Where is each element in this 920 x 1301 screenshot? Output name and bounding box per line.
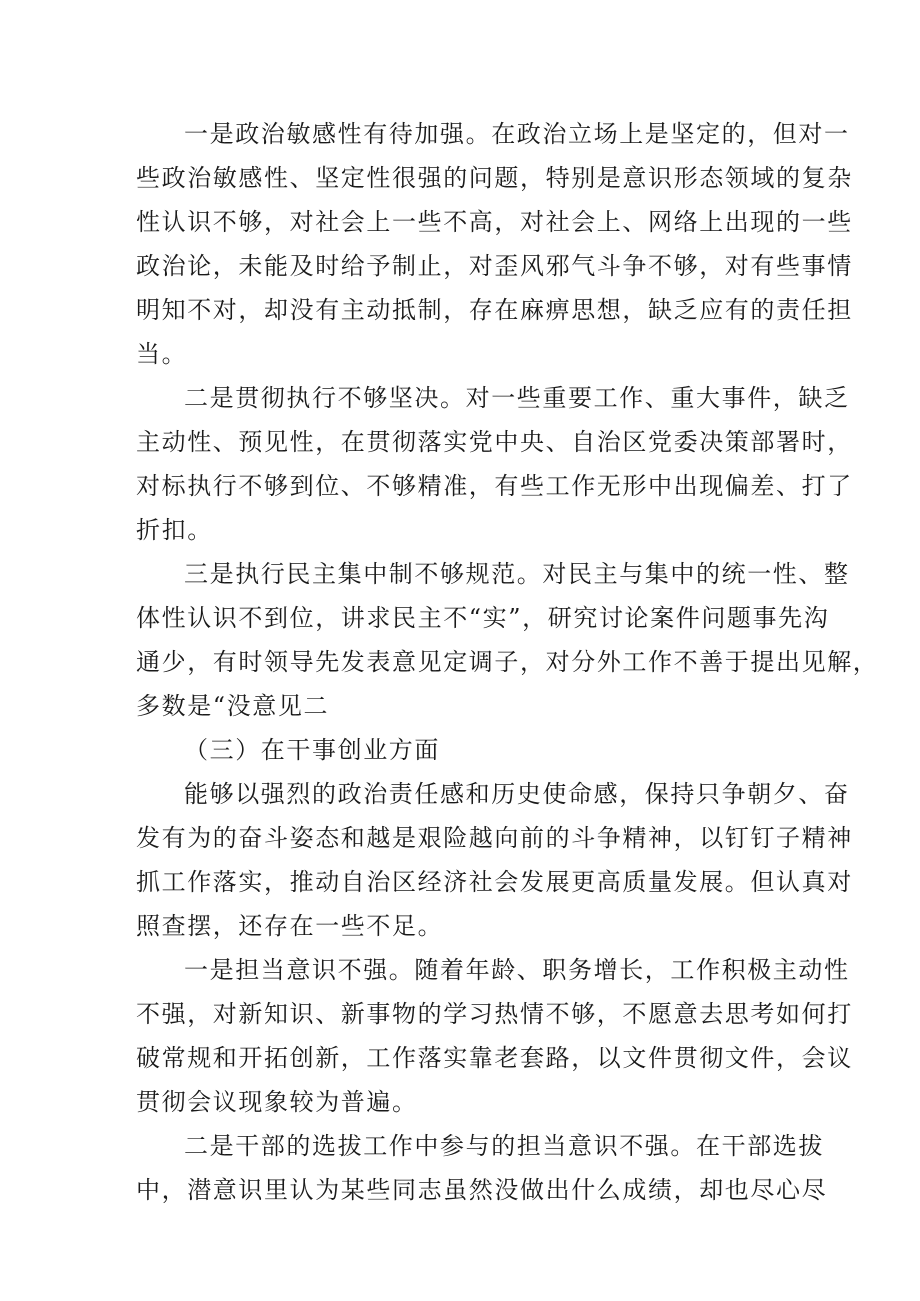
text-line: 些政治敏感性、坚定性很强的问题，特别是意识形态领域的复杂	[136, 164, 853, 192]
paragraph-democratic-centralism	[136, 552, 879, 728]
text-line: 体性认识不到位，讲求民主不“实”，研究讨论案件问题事先沟	[136, 604, 830, 632]
paragraph-political-sensitivity	[136, 112, 853, 376]
paragraph-cadre-selection	[136, 1124, 828, 1212]
text-line: 破常规和开拓创新，工作落实靠老套路，以文件贯彻文件，会议	[136, 1044, 853, 1072]
paragraph-responsibility	[136, 948, 853, 1124]
text-line: 折扣。	[136, 516, 213, 544]
text-line: 当。	[136, 340, 188, 368]
heading-line: （三）在干事创业方面	[184, 736, 440, 764]
text-line: 一是担当意识不强。随着年龄、职务增长，工作积极主动性	[184, 956, 850, 984]
text-line: 性认识不够，对社会上一些不高，对社会上、网络上出现的一些	[136, 208, 853, 236]
text-line: 主动性、预见性，在贯彻落实党中央、自治区党委决策部署时，	[136, 428, 853, 456]
text-line: 照查摆，还存在一些不足。	[136, 912, 444, 940]
text-line: 发有为的奋斗姿态和越是艰险越向前的斗争精神，以钉钉子精神	[136, 824, 853, 852]
text-line: 对标执行不够到位、不够精准，有些工作无形中出现偏差、打了	[136, 472, 853, 500]
text-line: 贯彻会议现象较为普遍。	[136, 1088, 418, 1116]
text-line: 明知不对，却没有主动抵制，存在麻痹思想，缺乏应有的责任担	[136, 296, 853, 324]
text-line: 中，潜意识里认为某些同志虽然没做出什么成绩，却也尽心尽	[136, 1176, 828, 1204]
text-line: 二是干部的选拔工作中参与的担当意识不强。在干部选拔	[184, 1132, 824, 1160]
text-line: 不强，对新知识、新事物的学习热情不够，不愿意去思考如何打	[136, 1000, 853, 1028]
document-body	[136, 112, 879, 1212]
text-line: 通少，有时领导先发表意见定调子，对分外工作不善于提出见解，	[136, 648, 879, 676]
text-line: 一是政治敏感性有待加强。在政治立场上是坚定的，但对一	[184, 120, 850, 148]
text-line: 抓工作落实，推动自治区经济社会发展更高质量发展。但认真对	[136, 868, 853, 896]
paragraph-implementation	[136, 376, 853, 552]
text-line: 二是贯彻执行不够坚决。对一些重要工作、重大事件，缺乏	[184, 384, 850, 412]
section-heading	[136, 728, 796, 772]
text-line: 能够以强烈的政治责任感和历史使命感，保持只争朝夕、奋	[184, 780, 850, 808]
text-line: 三是执行民主集中制不够规范。对民主与集中的统一性、整	[184, 560, 850, 588]
text-line: 政治论，未能及时给予制止，对歪风邪气斗争不够，对有些事情	[136, 252, 853, 280]
paragraph-entrepreneurship-intro	[136, 772, 853, 948]
text-line: 多数是“没意见二	[136, 692, 330, 720]
